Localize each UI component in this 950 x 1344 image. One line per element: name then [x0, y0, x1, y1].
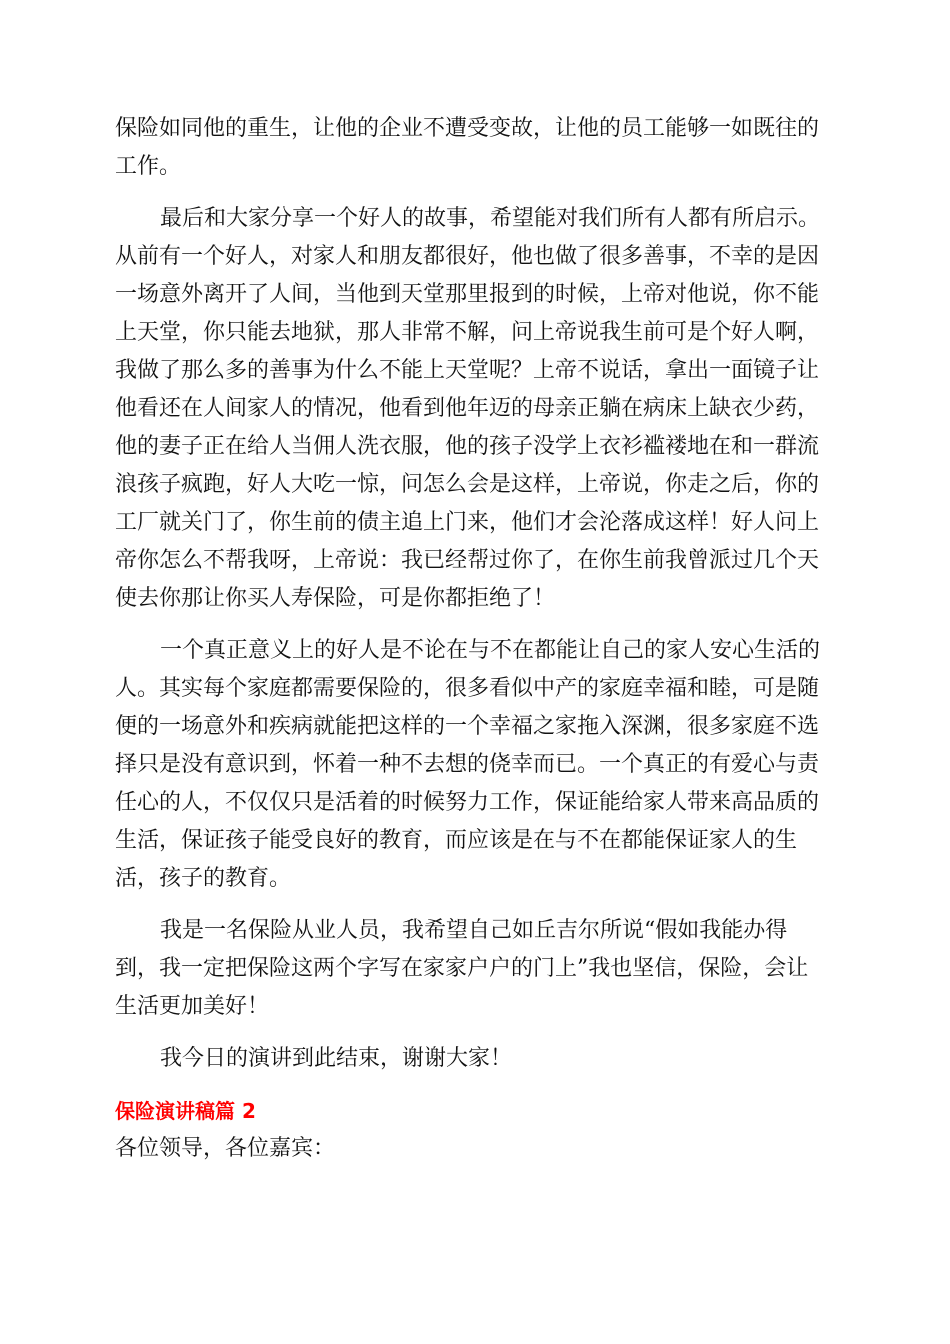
document-page: 保险如同他的重生，让他的企业不遭受变故，让他的员工能够一如既往的 工作。 最后和大家分享一个好人的故事，希望能对我们所有人都有所启示。 从前有一个好人，对家人和朋友都很好，他也做了很多善事，不幸的是因 一场意外离开了人间，当他到天堂那里报到的时候，上帝对他说，你不能 上天堂，你只能去地狱，那人非常不解，问上帝说我生前可是个好人啊， 我做了那么多的善事为什么不能上天堂呢？上帝不说话，拿出一面镜子让 他看还在人间家人的情况，他看到他年迈的母亲正躺在病床上缺衣少药， 他的妻子正在给人当佣人洗衣服，他的孩子没学上衣衫褴褛地在和一群流 浪孩子疯跑，好人大吃一惊，问怎么会是这样，上帝说，你走之后，你的 工厂就关门了，你生前的债主追上门来，他们才会沦落成这样！好人问上 帝你怎么不帮我呀，上帝说：我已经帮过你了，在你生前我曾派过几个天 使去你那让你买人寿保险，可是你都拒绝了！ 一个真正意义上的好人是不论在与不在都能让自己的家人安心生活的 人。其实每个家庭都需要保险的，很多看似中产的家庭幸福和睦，可是随 便的一场意外和疾病就能把这样的一个幸福之家拖入深渊，很多家庭不选 择只是没有意识到，怀着一种不去想的侥幸而已。一个真正的有爱心与责 任心的人，不仅仅只是活着的时候努力工作，保证能给家人带来高品质的 生活，保证孩子能受良好的教育，而应该是在与不在都能保证家人的生 活，孩子的教育。 我是一名保险从业人员，我希望自己如丘吉尔所说“假如我能办得 到，我一定把保险这两个字写在家家户户的门上”我也坚信，保险，会让 生活更加美好！ 我今日的演讲到此结束，谢谢大家！ 保险演讲稿篇 2 各位领导，各位嘉宾： [115, 116, 821, 1161]
section-heading: 保险演讲稿篇 2 [115, 1099, 256, 1123]
